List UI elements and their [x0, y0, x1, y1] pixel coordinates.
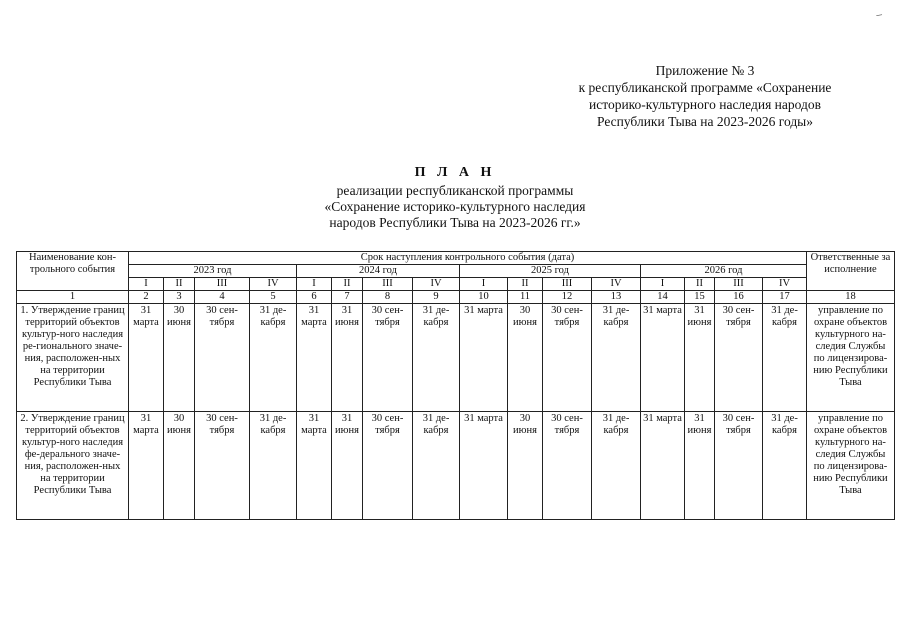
date-cell: 30 июня: [508, 304, 543, 412]
header-event-name: Наименование кон-трольного события: [17, 252, 129, 291]
date-cell: 31 марта: [297, 304, 332, 412]
date-cell: 31 де-кабря: [413, 412, 460, 520]
column-number: 13: [592, 291, 641, 304]
date-cell: 30 июня: [508, 412, 543, 520]
date-cell: 31 де-кабря: [763, 304, 807, 412]
column-number: 1: [17, 291, 129, 304]
quarter-header: IV: [413, 278, 460, 291]
event-name: 1. Утверждение границ территорий объектов культур-ного наследия ре-гионального значе-ния, расположен-ных на территории Республики Тыва: [17, 304, 129, 412]
date-cell: 30 сен-тября: [715, 304, 763, 412]
date-cell: 30 сен-тября: [195, 304, 250, 412]
date-cell: 31 де-кабря: [250, 412, 297, 520]
date-cell: 30 сен-тября: [363, 304, 413, 412]
date-cell: 31 марта: [297, 412, 332, 520]
scan-mark: ⸝: [874, 5, 888, 21]
date-cell: 31 июня: [332, 304, 363, 412]
date-cell: 30 сен-тября: [363, 412, 413, 520]
column-number: 4: [195, 291, 250, 304]
event-name: 2. Утверждение границ территорий объектов культур-ного наследия фе-дерального значе-ния, расположен-ных на территории Республики Тыва: [17, 412, 129, 520]
date-cell: 30 сен-тября: [543, 304, 592, 412]
responsible-cell: управление по охране объектов культурного на-следия Службы по лицензирова-нию Республики Тыва: [807, 412, 895, 520]
quarter-header: IV: [763, 278, 807, 291]
responsible-cell: управление по охране объектов культурного на-следия Службы по лицензирова-нию Республики Тыва: [807, 304, 895, 412]
column-number: 8: [363, 291, 413, 304]
date-cell: 31 марта: [641, 412, 685, 520]
appendix-line-4: Республики Тыва на 2023-2026 годы»: [596, 114, 814, 129]
quarter-header: IV: [592, 278, 641, 291]
date-cell: 31 июня: [685, 304, 715, 412]
quarter-header: II: [508, 278, 543, 291]
year-header: 2026 год: [641, 265, 807, 278]
quarter-header: II: [685, 278, 715, 291]
column-number: 10: [460, 291, 508, 304]
column-number: 16: [715, 291, 763, 304]
appendix-line-2: к республиканской программе «Сохранение: [578, 80, 832, 95]
quarter-header: III: [543, 278, 592, 291]
column-number: 14: [641, 291, 685, 304]
quarter-header: III: [715, 278, 763, 291]
year-header: 2025 год: [460, 265, 641, 278]
column-number: 7: [332, 291, 363, 304]
year-header: 2023 год: [129, 265, 297, 278]
quarter-header: IV: [250, 278, 297, 291]
plan-table: [16, 251, 895, 520]
date-cell: 31 июня: [685, 412, 715, 520]
column-number: 17: [763, 291, 807, 304]
date-cell: 31 марта: [460, 412, 508, 520]
appendix-line-1: Приложение № 3: [655, 63, 755, 78]
date-cell: 31 марта: [129, 304, 164, 412]
appendix-header: [555, 62, 855, 130]
column-number: 5: [250, 291, 297, 304]
quarter-header: I: [460, 278, 508, 291]
column-number: 18: [807, 291, 895, 304]
date-cell: 31 июня: [332, 412, 363, 520]
quarter-header: II: [332, 278, 363, 291]
date-cell: 30 июня: [164, 304, 195, 412]
date-cell: 30 сен-тября: [715, 412, 763, 520]
plan-subtitle-line-1: реализации республиканской программы: [336, 183, 574, 198]
plan-subtitle-line-2: «Сохранение историко-культурного наследия: [324, 199, 586, 214]
quarter-header: III: [363, 278, 413, 291]
date-cell: 30 июня: [164, 412, 195, 520]
column-number: 9: [413, 291, 460, 304]
date-cell: 30 сен-тября: [543, 412, 592, 520]
table-row: [17, 412, 895, 520]
quarter-header: II: [164, 278, 195, 291]
table-row: [17, 304, 895, 412]
header-responsible: Ответственные за исполнение: [807, 252, 895, 291]
quarter-header: I: [129, 278, 164, 291]
plan-subtitle: [205, 183, 705, 231]
quarter-header: I: [641, 278, 685, 291]
date-cell: 31 де-кабря: [592, 412, 641, 520]
column-number: 12: [543, 291, 592, 304]
year-header: 2024 год: [297, 265, 460, 278]
date-cell: 31 марта: [460, 304, 508, 412]
header-period: Срок наступления контрольного события (дата): [129, 252, 807, 265]
column-number: 11: [508, 291, 543, 304]
column-number: 2: [129, 291, 164, 304]
date-cell: 31 де-кабря: [413, 304, 460, 412]
date-cell: 31 де-кабря: [250, 304, 297, 412]
date-cell: 31 марта: [129, 412, 164, 520]
date-cell: 31 марта: [641, 304, 685, 412]
column-number: 6: [297, 291, 332, 304]
quarter-header: I: [297, 278, 332, 291]
plan-title: П Л А Н: [414, 165, 496, 180]
date-cell: 31 де-кабря: [592, 304, 641, 412]
plan-subtitle-line-3: народов Республики Тыва на 2023-2026 гг.»: [329, 215, 581, 230]
column-number: 3: [164, 291, 195, 304]
appendix-line-3: историко-культурного наследия народов: [589, 97, 821, 112]
date-cell: 30 сен-тября: [195, 412, 250, 520]
column-number: 15: [685, 291, 715, 304]
date-cell: 31 де-кабря: [763, 412, 807, 520]
quarter-header: III: [195, 278, 250, 291]
